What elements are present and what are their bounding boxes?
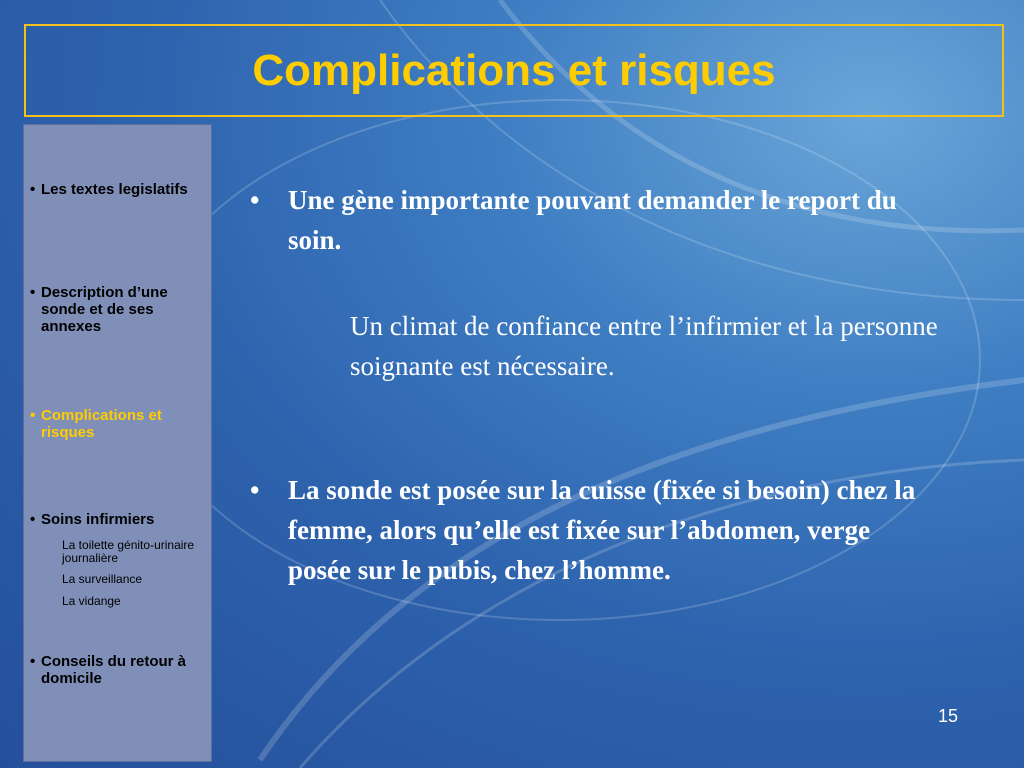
- bullet-text: Une gène importante pouvant demander le report du soin.: [288, 185, 897, 255]
- sidebar-item-label: Conseils du retour à domicile: [41, 653, 187, 687]
- sidebar-item-label: Les textes legislatifs: [41, 181, 188, 198]
- bullet-icon: •: [250, 185, 260, 215]
- sidebar-item-textes-legislatifs[interactable]: [30, 181, 210, 198]
- page-number: 15: [938, 706, 959, 726]
- bullet-icon: •: [30, 511, 36, 528]
- sidebar-item-label: Soins infirmiers: [41, 511, 155, 528]
- sidebar-subitem-vidange[interactable]: La vidange: [62, 594, 121, 608]
- bullet-text: La sonde est posée sur la cuisse (fixée si besoin) chez la femme, alors qu’elle est fixée sur l’abdomen, verge posée sur le pubis, chez l’homme.: [288, 475, 916, 585]
- sidebar-item-label: Complications et risques: [41, 407, 162, 441]
- sidebar-item-description-sonde[interactable]: [30, 284, 210, 335]
- sidebar-item-label: Description d’une sonde et de ses annexes: [41, 284, 168, 335]
- sidebar-subitem-toilette[interactable]: La toilette génito-urinaire journalière: [62, 538, 195, 565]
- bullet-icon: •: [30, 407, 36, 424]
- sidebar-item-complications[interactable]: [30, 407, 210, 441]
- content-note: Un climat de confiance entre l’infirmier et la personne soignante est nécessaire.: [350, 311, 938, 381]
- bullet-icon: •: [250, 475, 260, 505]
- content-bullet-1: [250, 180, 930, 260]
- content-bullet-2: [250, 470, 930, 590]
- sidebar: [23, 124, 212, 762]
- page-title: Complications et risques: [252, 45, 776, 95]
- sidebar-subitem-surveillance[interactable]: La surveillance: [62, 572, 143, 586]
- bullet-icon: •: [30, 181, 36, 198]
- sidebar-item-soins-infirmiers[interactable]: [30, 511, 210, 528]
- sidebar-item-conseils-retour[interactable]: [30, 653, 210, 687]
- title-frame: [24, 24, 1004, 117]
- bullet-icon: •: [30, 653, 36, 670]
- bullet-icon: •: [30, 284, 36, 301]
